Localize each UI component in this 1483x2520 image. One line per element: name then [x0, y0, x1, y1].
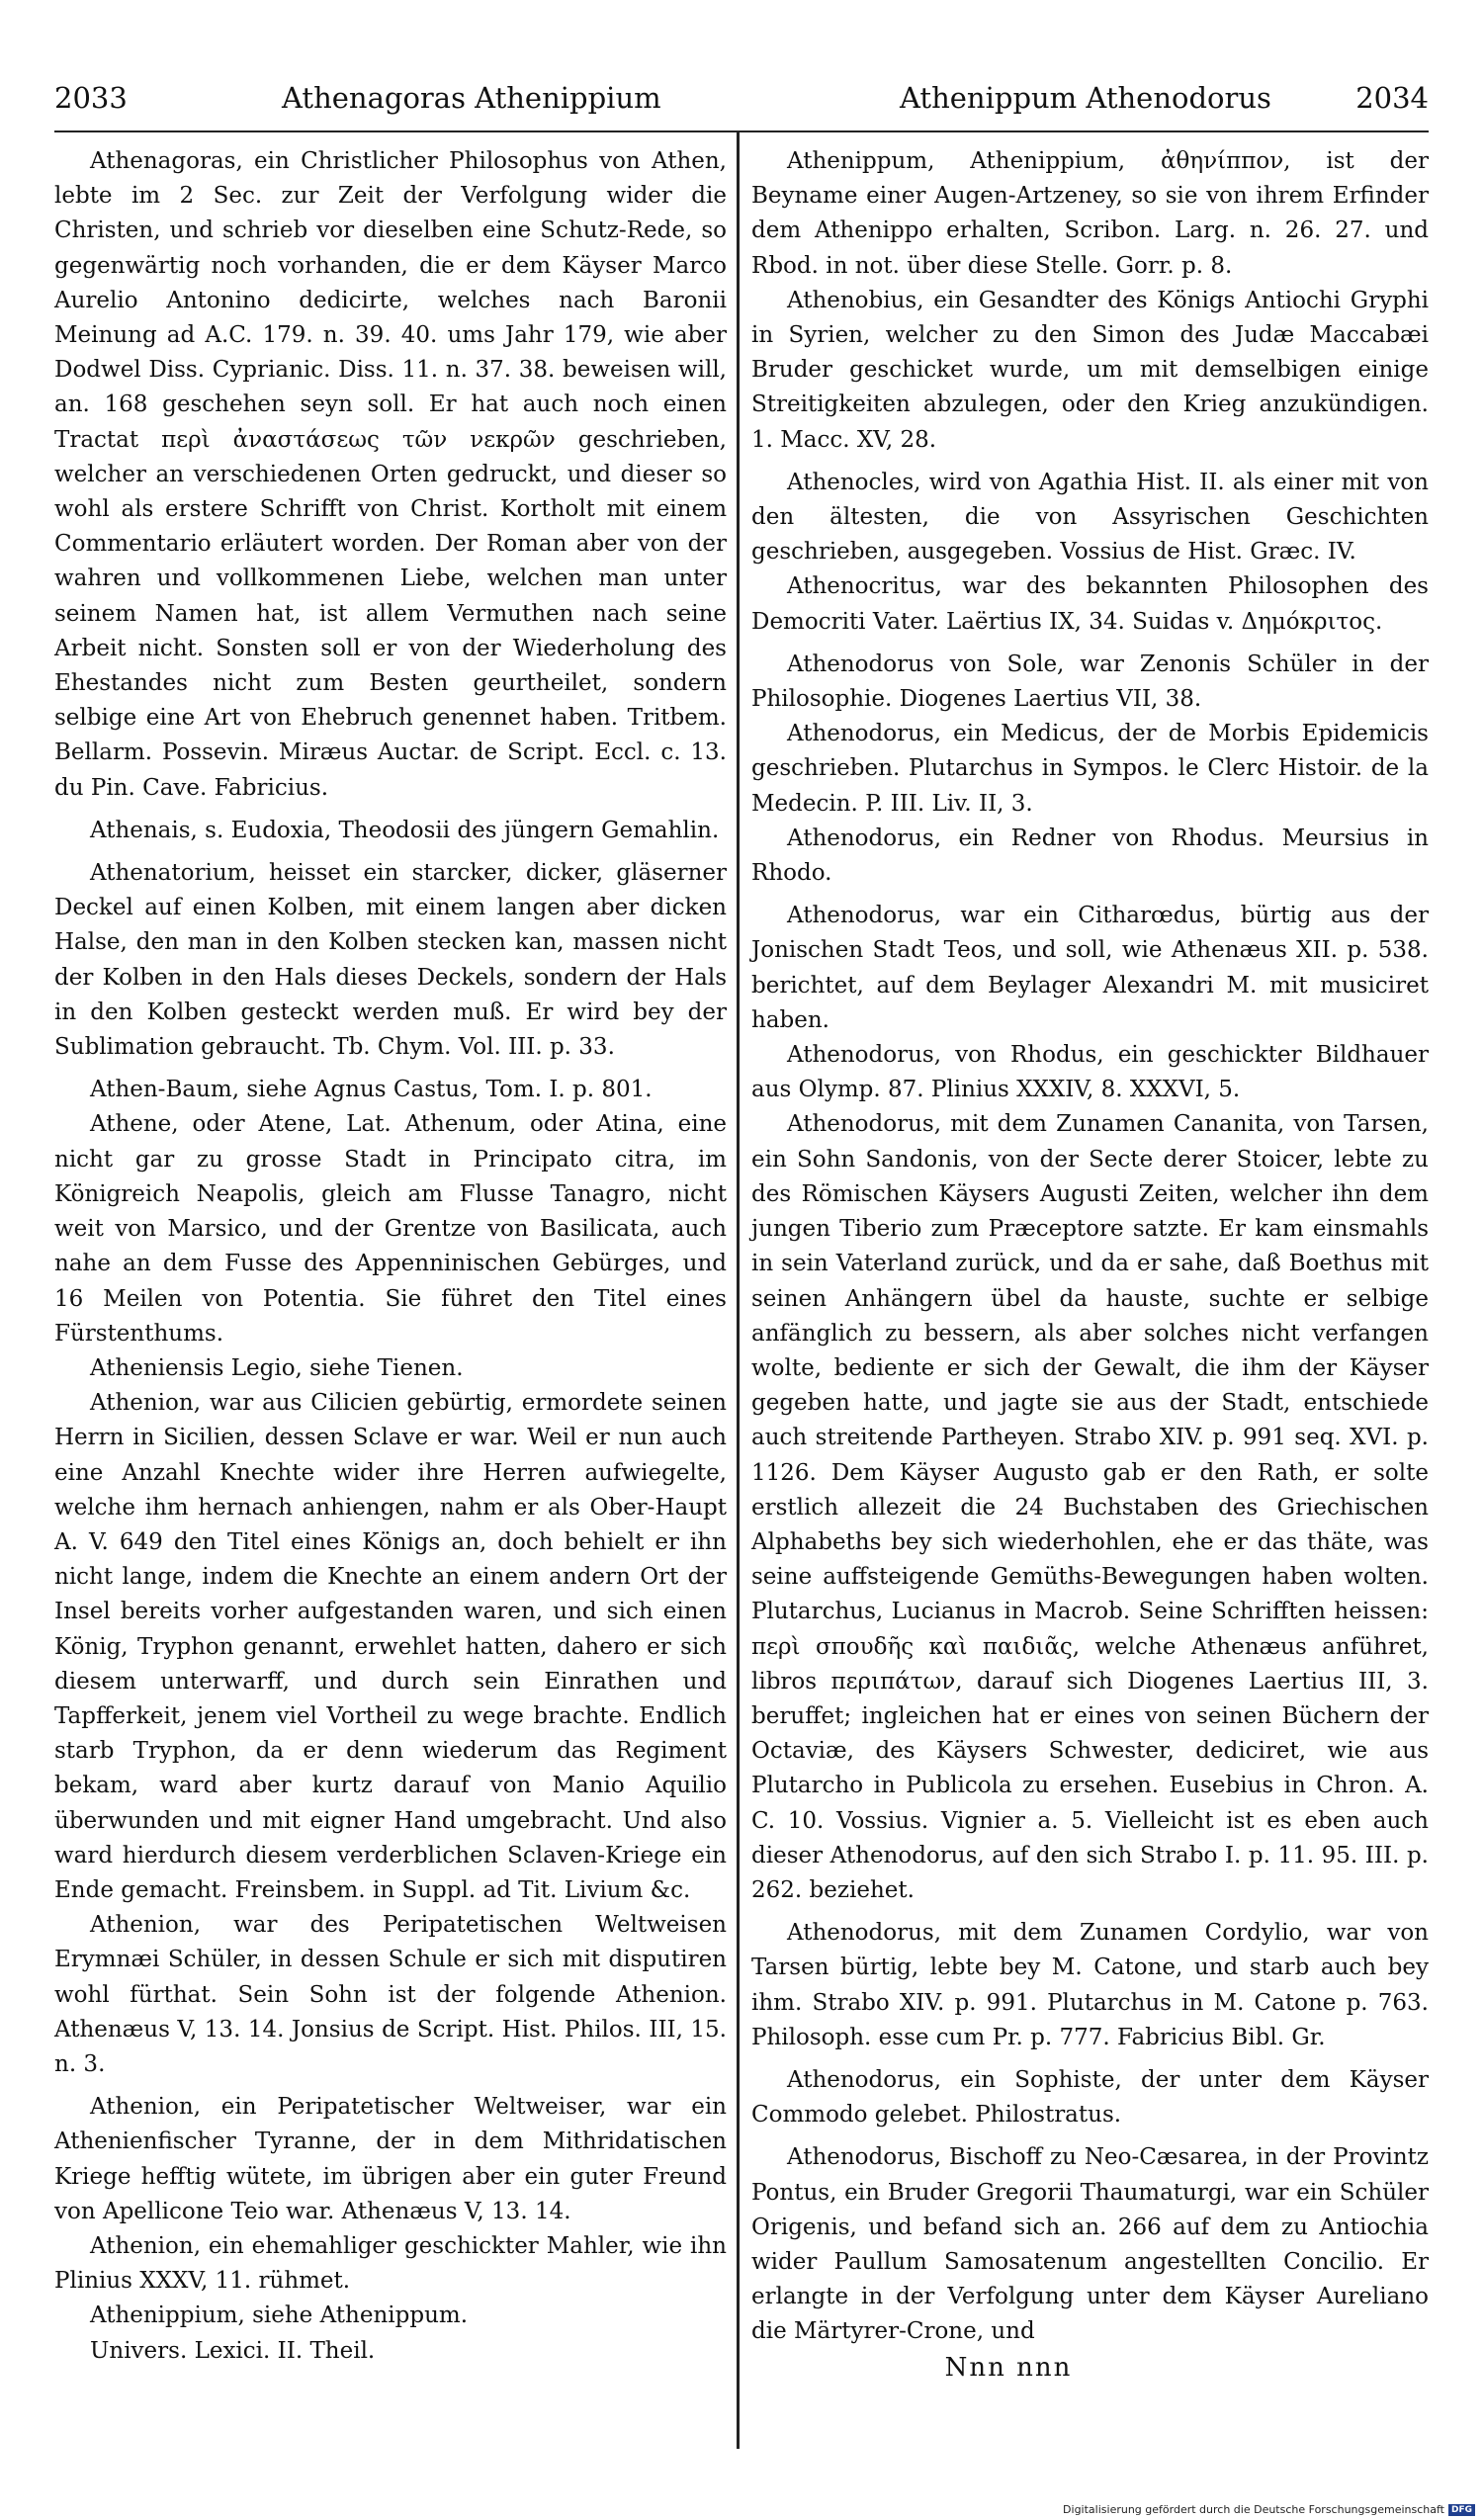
entry-athenocritus: Athenocritus, war des bekannten Philosophen des Democriti Vater. Laërtius IX, 34. Suidas v. Δημόκριτος. [751, 573, 1429, 635]
left-column [54, 144, 727, 2369]
left-page-number: 2033 [54, 81, 128, 115]
entry-athenocles: Athenocles, wird von Agathia Hist. II. als einer mit von den ältesten, die von Assyrischen Geschichten geschrieben, ausgegeben. Vossius de Hist. Græc. IV. [751, 469, 1429, 565]
entry-atheniensis-legio: Atheniensis Legio, siehe Tienen. [90, 1354, 464, 1381]
entry-athenodorus-bildhauer: Athenodorus, von Rhodus, ein geschickter Bildhauer aus Olymp. 87. Plinius XXXIV, 8. XXXVI, 5. [751, 1042, 1429, 1103]
entry-athenion-2: Athenion, war des Peripatetischen Weltweisen Erymnæi Schüler, in dessen Schule er sich mit disputiren wohl fürthat. Sein Sohn ist der folgende Athenion. Athenæus V, 13. 14. Jonsius de Script. Hist. Philos. III, 15. n. 3. [54, 1912, 727, 2077]
column-divider [737, 130, 740, 2449]
entry-athenodorus-citharoedus: Athenodorus, war ein Citharœdus, bürtig aus der Jonischen Stadt Teos, und soll, wie Athenæus XII. p. 538. berichtet, auf dem Beylager Alexandri M. mit musiciret haben. [751, 903, 1429, 1033]
entry-athenais: Athenais, s. Eudoxia, Theodosii des jüngern Gemahlin. [90, 817, 720, 843]
page-header [49, 81, 1429, 127]
dfg-logo-icon: DFG [1448, 2504, 1475, 2516]
entry-athenodorus-cordylio: Athenodorus, mit dem Zunamen Cordylio, war von Tarsen bürtig, lebte bey M. Catone, und starb auch bey ihm. Strabo XIV. p. 991. Plutarchus in M. Catone p. 763. Philosoph. esse cum Pr. p. 777. Fabricius Bibl. Gr. [751, 1920, 1429, 2050]
right-running-title: Athenippum Athenodorus [900, 81, 1271, 115]
right-column [751, 144, 1429, 2350]
entry-athenion-1: Athenion, war aus Cilicien gebürtig, ermordete seinen Herrn in Sicilien, dessen Sclave er war. Weil er nun auch eine Anzahl Knechte wider ihre Herren aufwiegelte, welche ihm hernach anhiengen, nahm er als Ober-Haupt A. V. 649 den Titel eines Königs an, doch behielt er ihn nicht lange, indem die Knechte an einem andern Ort der Insel bereits vorher aufgestanden waren, und sich einen König, Tryphon genannt, erwehlet hatten, dahero er sich diesem unterwarff, und durch sein Einrathen und Tapfferkeit, jenem viel Vortheil zu wege brachte. Endlich starb Tryphon, da er denn wiederum das Regiment bekam, ward aber kurtz darauf von Manio Aquilio überwunden und mit eigner Hand umgebracht. Und also ward hierdurch diesem verderblichen Sclaven-Kriege ein Ende gemacht. Freinsbem. in Suppl. ad Tit. Livium &c. [54, 1390, 727, 1903]
entry-athenodorus-sophist: Athenodorus, ein Sophiste, der unter dem Käyser Commodo gelebet. Philostratus. [751, 2066, 1429, 2129]
entry-athenippum: Athenippum, Athenippium, ἀθηνίππον, ist der Beyname einer Augen-Artzeney, so sie von ihrem Erfinder dem Athenippo erhalten, Scribon. Larg. n. 26. 27. und Rbod. in not. über diese Stelle. Gorr. p. 8. [751, 148, 1429, 279]
entry-athenobius: Athenobius, ein Gesandter des Königs Antiochi Gryphi in Syrien, welcher zu den Simon des Judæ Maccabæi Bruder geschicket wurde, um mit demselbigen einige Streitigkeiten abzulegen, oder den Krieg anzukündigen. 1. Macc. XV, 28. [751, 287, 1429, 453]
entry-athenodorus-cananita: Athenodorus, mit dem Zunamen Cananita, von Tarsen, ein Sohn Sandonis, von der Secte derer Stoicer, lebte zu des Römischen Käysers Augusti Zeiten, welcher ihn dem jungen Tiberio zum Præceptore satzte. Er kam einsmahls in sein Vaterland zurück, und da er sahe, daß Boethus mit seinen Anhängern übel da hauste, suchte er selbige anfänglich zu bessern, als aber solches nicht verfangen wolte, bediente er sich der Gewalt, die ihm der Käyser gegeben hatte, und jagte sie aus der Stadt, entschiede auch streitende Partheyen. Strabo XIV. p. 991 seq. XVI. p. 1126. Dem Käyser Augusto gab er den Rath, er solte erstlich allezeit die 24 Buchstaben des Griechischen Alphabeths bey sich wiederhohlen, ehe er das thäte, was seine auffsteigende Gemüths-Bewegungen haben wolten. Plutarchus, Lucianus in Macrob. Seine Schrifften heissen: περὶ σπουδῆς καὶ παιδιᾶς, welche Athenæus anführet, libros περιπάτων, darauf sich Diogenes Laertius III, 3. beruffet; ingleichen hat er eines von seinen Büchern der Octaviæ, des Käysers Schwester, dediciret, wie aus Plutarcho in Publicola zu ersehen. Eusebius in Chron. A. C. 10. Vossius. Vignier a. 5. Vielleicht ist es eben auch dieser Athenodorus, auf den sich Strabo I. p. 11. 95. III. p. 262. beziehet. [751, 1111, 1429, 1903]
entry-athenodorus-sole: Athenodorus von Sole, war Zenonis Schüler in der Philosophie. Diogenes Laertius VII, 38. [751, 651, 1429, 713]
header-rule [54, 130, 1429, 132]
entry-athenippium: Athenippium, siehe Athenippum. [90, 2303, 469, 2329]
entry-athenatorium: Athenatorium, heisset ein starcker, dicker, gläserner Deckel auf einen Kolben, mit einem langen aber dicken Halse, den man in den Kolben stecken kan, massen nicht der Kolben in den Hals dieses Deckels, sondern der Hals in den Kolben gesteckt werden muß. Er wird bey der Sublimation gebraucht. Tb. Chym. Vol. III. p. 33. [54, 860, 727, 1061]
entry-athenion-3: Athenion, ein Peripatetischer Weltweiser, war ein Athenienfischer Tyranne, der in dem Mithridatischen Kriege hefftig wütete, im übrigen aber ein guter Freund von Apellicone Teio war. Athenæus V, 13. 14. [54, 2094, 727, 2224]
entry-athen-baum: Athen-Baum, siehe Agnus Castus, Tom. I. p. 801. [90, 1077, 653, 1103]
entry-athenodorus-redner: Athenodorus, ein Redner von Rhodus. Meursius in Rhodo. [751, 825, 1429, 887]
entry-athenagoras: Athenagoras, ein Christlicher Philosophus von Athen, lebte im 2 Sec. zur Zeit der Verfolgung wider die Christen, und schrieb vor dieselben eine Schutz-Rede, so gegenwärtig noch vorhanden, die er dem Käyser Marco Aurelio Antonino dedicirte, welches nach Baronii Meinung ad A.C. 179. n. 39. 40. ums Jahr 179, wie aber Dodwel Diss. Cyprianic. Diss. 11. n. 37. 38. beweisen will, an. 168 geschehen seyn soll. Er hat auch noch einen Tractat περὶ ἀναστάσεως τῶν νεκρῶν geschrieben, welcher an verschiedenen Orten gedruckt, und dieser so wohl als erstere Schrifft von Christ. Kortholt mit einem Commentario erläutert worden. Der Roman aber von der wahren und vollkommenen Liebe, welchen man unter seinem Namen hat, ist allem Vermuthen nach seine Arbeit nicht. Sonsten soll er von der Wiederholung des Ehestandes nicht zum Besten geurtheilet, sondern selbige eine Art von Ehebruch genennet haben. Tritbem. Bellarm. Possevin. Miræus Auctar. de Script. Eccl. c. 13. du Pin. Cave. Fabricius. [54, 148, 727, 801]
entry-athene: Athene, oder Atene, Lat. Athenum, oder Atina, eine nicht gar zu grosse Stadt in Principato citra, im Königreich Neapolis, gleich am Flusse Tanagro, nicht weit von Marsico, und der Grentze von Basilicata, auch nahe an dem Fusse des Appenninischen Gebürges, und 16 Meilen von Potentia. Sie führet den Titel eines Fürstenthums. [54, 1111, 727, 1347]
volume-signature: Univers. Lexici. II. Theil. [90, 2337, 376, 2364]
left-running-title: Athenagoras Athenippium [282, 81, 661, 115]
entry-athenodorus-bischoff: Athenodorus, Bischoff zu Neo-Cæsarea, in der Provintz Pontus, ein Bruder Gregorii Thaumaturgi, war ein Schüler Origenis, und befand sich an. 266 auf dem zu Antiochia wider Paullum Samosatenum angestellten Concilio. Er erlangte in der Verfolgung unter dem Käyser Aureliano die Märtyrer-Crone, und [751, 2144, 1429, 2345]
right-page-number: 2034 [1355, 81, 1429, 115]
printer-signature: Nnn nnn [944, 2353, 1073, 2383]
digitization-footer [1063, 2503, 1475, 2516]
entry-athenodorus-medicus: Athenodorus, ein Medicus, der de Morbis Epidemicis geschrieben. Plutarchus in Sympos. le Clerc Histoir. de la Medecin. P. III. Liv. II, 3. [751, 721, 1429, 817]
entry-athenion-4: Athenion, ein ehemahliger geschickter Mahler, wie ihn Plinius XXXV, 11. rühmet. [54, 2232, 727, 2295]
footer-text: Digitalisierung gefördert durch die Deutsche Forschungsgemeinschaft [1063, 2503, 1444, 2516]
